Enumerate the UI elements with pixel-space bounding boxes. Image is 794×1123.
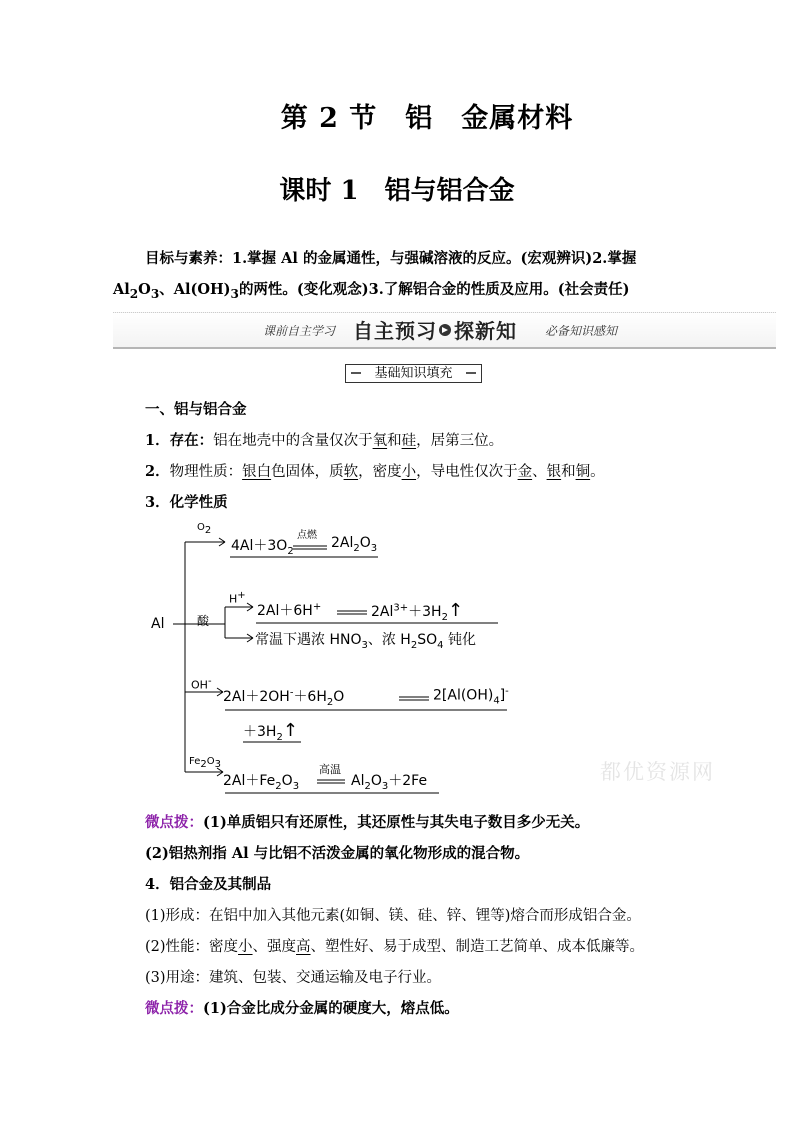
item-alloy-uses: (3)用途：建筑、包装、交通运输及电子行业。 xyxy=(145,970,442,986)
tip-note-2: (2)铝热剂指 Al 与比铝不活泼金属的氧化物形成的混合物。 xyxy=(145,845,530,862)
product-thermite: $Al_2O_3+2Fe$ xyxy=(351,773,428,792)
item-chemical-properties: 3．化学性质 xyxy=(145,494,228,511)
condition-high-temp: 高温 xyxy=(319,763,341,776)
section-banner xyxy=(113,312,776,349)
reaction-diagram xyxy=(145,512,525,802)
condition-ignite: 点燃 xyxy=(297,530,317,541)
reaction-al-base: $2Al+2OH^-+6H_2O$ xyxy=(223,687,345,708)
tip-note-1: 微点拨：(1)单质铝只有还原性，其还原性与其失电子数目多少无关。 xyxy=(145,814,590,831)
banner-title: 自主预习 探新知 xyxy=(353,319,517,343)
item-physical-properties: 2．物理性质：银白色固体，质软，密度小，导电性仅次于金、银和铜。 xyxy=(145,463,605,480)
product-al2o3: $2Al_2O_3$ xyxy=(331,535,378,554)
reaction-thermite: $2Al+Fe_2O_3$ xyxy=(223,773,300,792)
page-title: 第 2 节 铝 金属材料 xyxy=(280,103,574,134)
banner-left: 课前自主学习 xyxy=(263,324,336,338)
reaction-al-o2: $4Al+3O_2$ xyxy=(231,538,294,557)
section-heading: 一、铝与铝合金 xyxy=(145,401,247,418)
item-alloy-heading: 4．铝合金及其制品 xyxy=(145,876,272,893)
learning-goals xyxy=(113,243,687,310)
h-plus-label: H+ xyxy=(229,590,246,606)
product-al3: $2Al^{3+}+3H_2↑$ xyxy=(371,600,464,623)
lesson-title: 课时 1 铝与铝合金 xyxy=(279,176,515,206)
tip-note-3: 微点拨：(1)合金比成分金属的硬度大，熔点低。 xyxy=(145,1000,459,1017)
goals-line2: $Al_2O_3$、$Al(OH)_3$的两性。(变化观念)3.了解铝合金的性质及应用。(社会责任) xyxy=(113,281,630,301)
product-aluminate: $2[Al(OH)_4]^-$ xyxy=(433,686,509,707)
item-existence: 1．存在：铝在地壳中的含量仅次于氧和硅，居第三位。 xyxy=(145,432,504,449)
arrow-icon xyxy=(439,324,451,336)
section-tag: 基础知识填充 xyxy=(345,364,482,383)
item-alloy-properties: (2)性能：密度小、强度高、塑性好、易于成型、制造工艺简单、成本低廉等。 xyxy=(145,939,645,955)
acid-branch-label: 酸 xyxy=(197,614,210,628)
item-alloy-formation: (1)形成：在铝中加入其他元素(如铜、镁、硅、锌、锂等)熔合而形成铝合金。 xyxy=(145,908,641,924)
watermark: 都优资源网 xyxy=(600,760,715,784)
reaction-al-acid: 2Al＋6H+ xyxy=(257,601,322,619)
oh-branch-label: OH- xyxy=(191,676,212,692)
fe2o3-branch-label: $Fe_2O_3$ xyxy=(189,756,221,770)
passivation-text: 常温下遇浓 $HNO_3$、浓 $H_2SO_4$ 钝化 xyxy=(255,632,476,651)
banner-right: 必备知识感知 xyxy=(545,324,618,338)
product-h2: $+3H_2↑$ xyxy=(243,720,298,743)
goals-line1: 目标与素养：1.掌握 Al 的金属通性，与强碱溶液的反应。(宏观辨识)2.掌握 xyxy=(145,250,637,267)
al-center-label: Al xyxy=(151,616,165,632)
o2-branch-label: $O_2$ xyxy=(197,522,212,536)
